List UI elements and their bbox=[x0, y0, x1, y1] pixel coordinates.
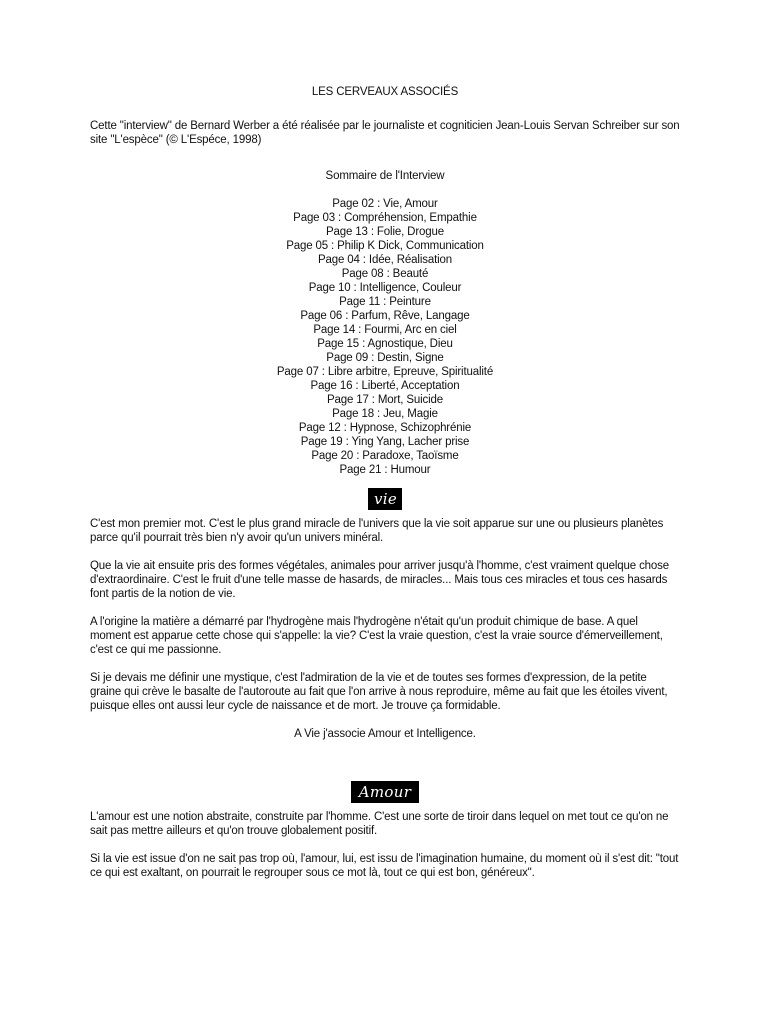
vie-badge: vie bbox=[368, 488, 402, 510]
vie-paragraph: A l'origine la matière a démarré par l'hydrogène mais l'hydrogène n'était qu'un produit chimique de base. A quel moment est apparue cette chose qui s'appelle: la vie? C'est la vraie question, c'est la vraie source d'émerveillement, c'est ce qui me passionne. bbox=[90, 616, 663, 656]
toc-item: Page 10 : Intelligence, Couleur bbox=[308, 282, 462, 294]
toc-item: Page 14 : Fourmi, Arc en ciel bbox=[313, 324, 457, 336]
toc-item: Page 16 : Liberté, Acceptation bbox=[310, 380, 460, 392]
table-of-contents bbox=[90, 197, 680, 477]
intro-paragraph: Cette "interview" de Bernard Werber a été réalisée par le journaliste et cogniticien Jean-Louis Servan Schreiber sur son site "L'espèce" (© L'Espéce, 1998) bbox=[90, 120, 680, 146]
amour-heading bbox=[90, 781, 680, 803]
toc-item: Page 21 : Humour bbox=[339, 464, 431, 476]
toc-item: Page 06 : Parfum, Rêve, Langage bbox=[300, 310, 470, 322]
document-page bbox=[90, 85, 680, 894]
amour-badge: Amour bbox=[351, 781, 419, 803]
vie-heading bbox=[90, 488, 680, 510]
toc-item: Page 20 : Paradoxe, Taoïsme bbox=[311, 450, 459, 462]
toc-item: Page 12 : Hypnose, Schizophrénie bbox=[298, 422, 472, 434]
toc-item: Page 07 : Libre arbitre, Epreuve, Spiritualité bbox=[276, 366, 494, 378]
vie-paragraph: C'est mon premier mot. C'est le plus grand miracle de l'univers que la vie soit apparue sur une ou plusieurs planètes parce qu'il pourrait très bien n'y avoir qu'un univers minéral. bbox=[90, 518, 664, 544]
toc-item: Page 08 : Beauté bbox=[341, 268, 429, 280]
toc-item: Page 03 : Compréhension, Empathie bbox=[293, 212, 477, 224]
vie-closing: A Vie j'associe Amour et Intelligence. bbox=[294, 728, 476, 740]
toc-item: Page 19 : Ying Yang, Lacher prise bbox=[300, 436, 470, 448]
toc-item: Page 13 : Folie, Drogue bbox=[325, 226, 444, 238]
toc-item: Page 17 : Mort, Suicide bbox=[326, 394, 444, 406]
toc-item: Page 02 : Vie, Amour bbox=[332, 198, 438, 210]
amour-paragraph: Si la vie est issue d'on ne sait pas trop où, l'amour, lui, est issu de l'imagination humaine, du moment où il s'est dit: "tout ce qui est exaltant, on pourrait le regrouper sous ce mot là, tout ce qui est bon, généreux". bbox=[90, 853, 679, 879]
toc-item: Page 11 : Peinture bbox=[339, 296, 431, 308]
document-title: LES CERVEAUX ASSOCIÉS bbox=[311, 86, 459, 98]
vie-paragraph: Que la vie ait ensuite pris des formes végétales, animales pour arriver jusqu'à l'homme, c'est vraiment quelque chose d'extraordinaire. C'est le fruit d'une telle masse de hasards, de miracles... Mais tous ces miracles et tous ces hasards font partis de la notion de vie. bbox=[90, 560, 670, 600]
amour-paragraph: L'amour est une notion abstraite, construite par l'homme. C'est une sorte de tiroir dans lequel on met tout ce qu'on ne sait pas mettre ailleurs et qu'on trouve globalement positif. bbox=[90, 811, 669, 837]
toc-item: Page 09 : Destin, Signe bbox=[326, 352, 444, 364]
toc-item: Page 15 : Agnostique, Dieu bbox=[317, 338, 453, 350]
toc-item: Page 04 : Idée, Réalisation bbox=[317, 254, 453, 266]
toc-item: Page 05 : Philip K Dick, Communication bbox=[286, 240, 484, 252]
toc-item: Page 18 : Jeu, Magie bbox=[332, 408, 438, 420]
vie-paragraph: Si je devais me définir une mystique, c'est l'admiration de la vie et de toutes ses formes d'expression, de la petite graine qui crève le basalte de l'autoroute au fait que l'on arrive à nous reproduire, même au fait que les étoiles vivent, puisque elles ont aussi leur cycle de naissance et de mort. Je trouve ça formidable. bbox=[90, 672, 668, 712]
summary-title: Sommaire de l'Interview bbox=[325, 170, 445, 182]
